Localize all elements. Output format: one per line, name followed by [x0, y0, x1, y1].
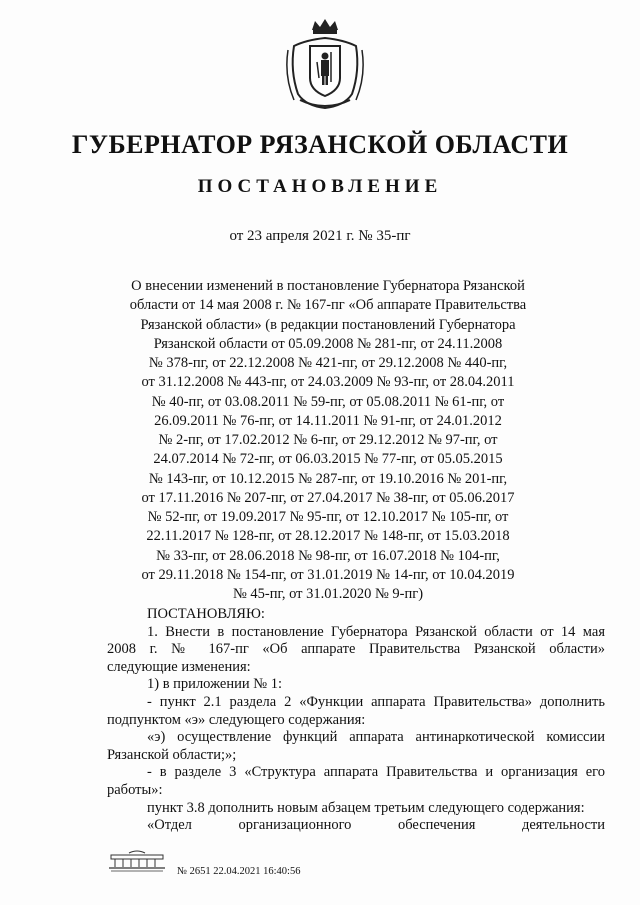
quote-word: организационного: [238, 817, 352, 834]
registry-stamp-icon: [107, 849, 167, 873]
bullet-2-text: работы»:: [107, 781, 163, 798]
subitem-1: 1) в приложении № 1:: [147, 676, 282, 693]
quote-word: «Отдел: [147, 817, 192, 834]
item-1-text: 2008 г. № 167-пг «Об аппарате Правительства Рязанской области»: [107, 641, 605, 658]
subject-line: 26.09.2011 № 76-пг, от 14.11.2011 № 91-пг, от 24.01.2012: [154, 412, 502, 429]
subject-line: 22.11.2017 № 128-пг, от 28.12.2017 № 148-пг, от 15.03.2018: [146, 528, 510, 545]
subject-line: № 143-пг, от 10.12.2015 № 287-пг, от 19.10.2016 № 201-пг,: [148, 470, 508, 487]
bullet-1-text: - пункт 2.1 раздела 2 «Функции аппарата Правительства» дополнить: [147, 693, 605, 710]
subject-line: № 52-пг, от 19.09.2017 № 95-пг, от 12.10.2017 № 105-пг, от: [147, 509, 509, 525]
item-1-text: 1. Внести в постановление Губернатора Рязанской области от 14 мая: [147, 623, 605, 640]
bullet-2-text: - в разделе 3 «Структура аппарата Правительства и организация его: [147, 764, 605, 781]
subject-line: № 2-пг, от 17.02.2012 № 6-пг, от 29.12.2012 № 97-пг, от: [158, 432, 498, 448]
bullet-1-text: подпунктом «э» следующего содержания:: [107, 711, 366, 728]
subject-line: № 378-пг, от 22.12.2008 № 421-пг, от 29.12.2008 № 440-пг,: [148, 355, 508, 371]
document-body: [107, 606, 605, 835]
subject-line: от 17.11.2016 № 207-пг, от 27.04.2017 № 38-пг, от 05.06.2017: [141, 489, 515, 506]
document-type: ПОСТАНОВЛЕНИЕ: [197, 176, 443, 197]
quote-e-text: Рязанской области;»;: [107, 746, 237, 763]
quote-department-text: [107, 817, 605, 835]
quote-e-text: «э) осуществление функций аппарата антинаркотической комиссии: [147, 729, 605, 746]
subject-line: № 45-пг, от 31.01.2020 № 9-пг): [232, 586, 424, 602]
subject-line: от 31.12.2008 № 443-пг, от 24.03.2009 № 93-пг, от 28.04.2011: [141, 374, 515, 391]
authority-title: ГУБЕРНАТОР РЯЗАНСКОЙ ОБЛАСТИ: [71, 130, 569, 159]
subject-line: № 40-пг, от 03.08.2011 № 59-пг, от 05.08.2011 № 61-пг, от: [151, 393, 505, 410]
document-date-number: от 23 апреля 2021 г. № 35-пг: [229, 228, 411, 244]
quote-word: обеспечения: [398, 817, 476, 834]
registration-mark: № 2651 22.04.2021 16:40:56: [177, 866, 301, 877]
subject-line: О внесении изменений в постановление Губернатора Рязанской: [131, 278, 525, 294]
subject-line: Рязанской области от 05.09.2008 № 281-пг, от 24.11.2008: [153, 335, 503, 352]
item-1-text: следующие изменения:: [107, 658, 251, 675]
decree-word: ПОСТАНОВЛЯЮ:: [147, 606, 265, 622]
point-3-8-text: пункт 3.8 дополнить новым абзацем третьим следующего содержания:: [147, 799, 585, 816]
subject-line: Рязанской области» (в редакции постановлений Губернатора: [140, 316, 516, 333]
subject-line: области от 14 мая 2008 г. № 167-пг «Об аппарате Правительства: [129, 297, 527, 314]
quote-word: деятельности: [521, 817, 605, 834]
subject-line: 24.07.2014 № 72-пг, от 06.03.2015 № 77-пг, от 05.05.2015: [153, 451, 503, 468]
subject-line: № 33-пг, от 28.06.2018 № 98-пг, от 16.07.2018 № 104-пг,: [156, 547, 500, 564]
coat-of-arms-icon: [284, 16, 366, 112]
document-subject: [108, 277, 548, 604]
subject-line: от 29.11.2018 № 154-пг, от 31.01.2019 № 14-пг, от 10.04.2019: [141, 566, 515, 583]
